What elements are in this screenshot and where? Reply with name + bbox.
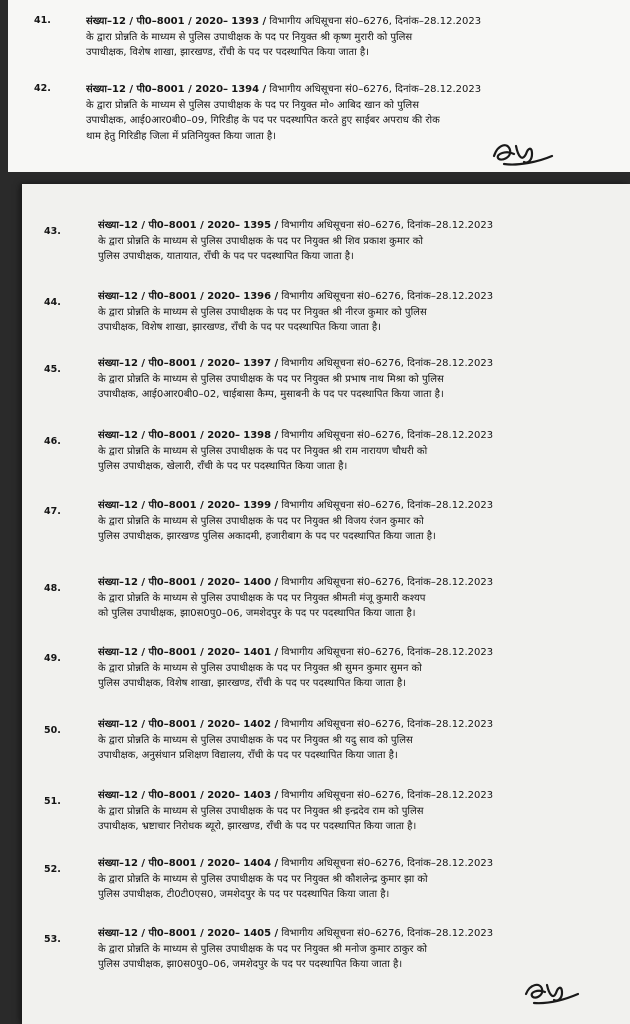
entry-line: उपाधीक्षक, आई0आर0बी0–02, चाईबासा कैम्प, मुसाबनी के पद पर पदस्थापित किया जाता है।: [98, 389, 444, 400]
memo-number: संख्या–12 / पी0–8001 / 2020–: [98, 220, 241, 231]
entry-line: के द्वारा प्रोन्नति के माध्यम से पुलिस उपाधीक्षक के पद पर नियुक्त श्री कृष्ण मुरारी को पुलिस: [86, 31, 413, 43]
document-page-1: [8, 0, 630, 172]
entry-line: के द्वारा प्रोन्नति के माध्यम से पुलिस उपाधीक्षक के पद पर नियुक्त श्री विजय रंजन कुमार को: [98, 515, 424, 527]
entry-line: को पुलिस उपाधीक्षक, झा0स0पु0–06, जमशेदपुर के पद पर पदस्थापित किया जाता है।: [98, 608, 416, 619]
entry-line: थाम हेतु गिरिडीह जिला में प्रतिनियुक्त किया जाता है।: [86, 130, 276, 142]
entry-line: के द्वारा प्रोन्नति के माध्यम से पुलिस उपाधीक्षक के पद पर नियुक्त श्री प्रभाष नाथ मिश्रा को पुलिस: [98, 373, 444, 385]
order-number: 1404 /: [243, 858, 279, 869]
entry-line: के द्वारा प्रोन्नति के माध्यम से पुलिस उपाधीक्षक के पद पर नियुक्त श्री कौशलेन्द्र कुमार झा को: [98, 873, 428, 885]
notification-ref: विभागीय अधिसूचना सं0–6276, दिनांक–28.12.2023: [281, 790, 494, 801]
order-number: 1394 /: [231, 84, 267, 95]
entry-line: के द्वारा प्रोन्नति के माध्यम से पुलिस उपाधीक्षक के पद पर नियुक्त श्री सुमन कुमार सुमन को: [98, 662, 422, 674]
entry-text: [98, 356, 582, 403]
entry-line: के द्वारा प्रोन्नति के माध्यम से पुलिस उपाधीक्षक के पद पर नियुक्त श्रीमती मंजू कुमारी कश्यप: [98, 592, 426, 604]
entry-header-line: [86, 14, 566, 30]
entry-number: 43.: [44, 226, 61, 237]
notification-ref: विभागीय अधिसूचना सं0–6276, दिनांक–28.12.2023: [281, 858, 494, 869]
memo-number: संख्या–12 / पी0–8001 / 2020–: [86, 16, 229, 27]
order-number: 1400 /: [243, 577, 279, 588]
order-number: 1397 /: [243, 358, 279, 369]
entry-number: 45.: [44, 364, 61, 375]
entry-number: 44.: [44, 297, 61, 308]
memo-number: संख्या–12 / पी0–8001 / 2020–: [98, 790, 241, 801]
entry-line: के द्वारा प्रोन्नति के माध्यम से पुलिस उपाधीक्षक के पद पर नियुक्त श्री यदु साव को पुलिस: [98, 734, 413, 746]
entry-line: के द्वारा प्रोन्नति के माध्यम से पुलिस उपाधीक्षक के पद पर नियुक्त श्री शिव प्रकाश कुमार को: [98, 235, 423, 247]
entry-text: [98, 289, 582, 336]
entry-header-line: [98, 926, 582, 942]
entry-text: [98, 498, 582, 545]
notification-ref: विभागीय अधिसूचना सं0–6276, दिनांक–28.12.2023: [281, 430, 494, 441]
memo-number: संख्या–12 / पी0–8001 / 2020–: [98, 291, 241, 302]
memo-number: संख्या–12 / पी0–8001 / 2020–: [86, 84, 229, 95]
entry-text: [98, 645, 582, 692]
signature-image: [488, 136, 558, 172]
entry-line: के द्वारा प्रोन्नति के माध्यम से पुलिस उपाधीक्षक के पद पर नियुक्त श्री इन्द्रदेव राम को पुलिस: [98, 805, 424, 817]
order-number: 1403 /: [243, 790, 279, 801]
notification-ref: विभागीय अधिसूचना सं0–6276, दिनांक–28.12.2023: [281, 291, 494, 302]
entry-text: [98, 856, 582, 903]
notification-ref: विभागीय अधिसूचना सं0–6276, दिनांक–28.12.2023: [281, 500, 494, 511]
entry-header-line: [98, 717, 582, 733]
entry-header-line: [98, 645, 582, 661]
memo-number: संख्या–12 / पी0–8001 / 2020–: [98, 577, 241, 588]
entry-number: 49.: [44, 653, 61, 664]
entry-text: [98, 717, 582, 764]
order-number: 1393 /: [231, 16, 267, 27]
entry-line: उपाधीक्षक, अनुसंधान प्रशिक्षण विद्यालय, राँची के पद पर पदस्थापित किया जाता है।: [98, 750, 398, 761]
entry-number: 51.: [44, 796, 61, 807]
notification-ref: विभागीय अधिसूचना सं0–6276, दिनांक–28.12.2023: [281, 220, 494, 231]
entry-header-line: [98, 575, 582, 591]
entry-line: पुलिस उपाधीक्षक, झा0स0पु0–06, जमशेदपुर के पद पर पदस्थापित किया जाता है।: [98, 959, 403, 970]
notification-ref: विभागीय अधिसूचना सं0–6276, दिनांक–28.12.2023: [281, 928, 494, 939]
signature-image: [522, 976, 582, 1010]
notification-ref: विभागीय अधिसूचना सं0–6276, दिनांक–28.12.2023: [281, 358, 494, 369]
entry-line: उपाधीक्षक, आई0आर0बी0–09, गिरिडीह के पद पर पदस्थापित करते हुए साईबर अपराध की रोक: [86, 115, 440, 126]
entry-header-line: [98, 428, 582, 444]
memo-number: संख्या–12 / पी0–8001 / 2020–: [98, 500, 241, 511]
memo-number: संख्या–12 / पी0–8001 / 2020–: [98, 928, 241, 939]
entry-line: के द्वारा प्रोन्नति के माध्यम से पुलिस उपाधीक्षक के पद पर नियुक्त श्री नीरज कुमार को पुलिस: [98, 306, 427, 318]
entry-text: [86, 82, 566, 144]
order-number: 1395 /: [243, 220, 279, 231]
entry-line: उपाधीक्षक, विशेष शाखा, झारखण्ड, राँची के पद पर पदस्थापित किया जाता है।: [98, 322, 382, 333]
entry-number: 52.: [44, 864, 61, 875]
document-page-2: [22, 184, 630, 1024]
entry-header-line: [98, 498, 582, 514]
notification-ref: विभागीय अधिसूचना सं0–6276, दिनांक–28.12.2023: [281, 719, 494, 730]
notification-ref: विभागीय अधिसूचना सं0–6276, दिनांक–28.12.2023: [269, 16, 482, 27]
entry-line: पुलिस उपाधीक्षक, विशेष शाखा, झारखण्ड, राँची के पद पर पदस्थापित किया जाता है।: [98, 678, 406, 689]
entry-number: 41.: [34, 15, 51, 26]
order-number: 1401 /: [243, 647, 279, 658]
entry-line: पुलिस उपाधीक्षक, खेलारी, राँची के पद पर पदस्थापित किया जाता है।: [98, 461, 348, 472]
entry-line: उपाधीक्षक, विशेष शाखा, झारखण्ड, राँची के पद पर पदस्थापित किया जाता है।: [86, 47, 370, 58]
notification-ref: विभागीय अधिसूचना सं0–6276, दिनांक–28.12.2023: [281, 647, 494, 658]
entry-line: उपाधीक्षक, भ्रष्टाचार निरोधक ब्यूरो, झारखण्ड, राँची के पद पर पदस्थापित किया जाता है।: [98, 821, 417, 832]
entry-line: पुलिस उपाधीक्षक, झारखण्ड पुलिस अकादमी, हजारीबाग के पद पर पदस्थापित किया जाता है।: [98, 531, 436, 542]
order-number: 1405 /: [243, 928, 279, 939]
entry-text: [98, 788, 582, 835]
entry-header-line: [98, 218, 582, 234]
entry-line: के द्वारा प्रोन्नति के माध्यम से पुलिस उपाधीक्षक के पद पर नियुक्त श्री मनोज कुमार ठाकुर को: [98, 943, 427, 955]
entry-header-line: [98, 289, 582, 305]
entry-line: पुलिस उपाधीक्षक, यातायात, राँची के पद पर पदस्थापित किया जाता है।: [98, 251, 354, 262]
entry-number: 53.: [44, 934, 61, 945]
entry-text: [98, 575, 582, 622]
order-number: 1399 /: [243, 500, 279, 511]
order-number: 1402 /: [243, 719, 279, 730]
entry-number: 42.: [34, 83, 51, 94]
entry-line: के द्वारा प्रोन्नति के माध्यम से पुलिस उपाधीक्षक के पद पर नियुक्त मो० आबिद खान को पुलिस: [86, 99, 419, 111]
entry-line: पुलिस उपाधीक्षक, टी0टी0एस0, जमशेदपुर के पद पर पदस्थापित किया जाता है।: [98, 889, 390, 900]
entry-number: 46.: [44, 436, 61, 447]
entry-header-line: [86, 82, 566, 98]
entry-header-line: [98, 356, 582, 372]
order-number: 1398 /: [243, 430, 279, 441]
entry-text: [98, 926, 582, 973]
entry-number: 50.: [44, 725, 61, 736]
entry-text: [98, 428, 582, 475]
entry-text: [98, 218, 582, 265]
entry-text: [86, 14, 566, 61]
notification-ref: विभागीय अधिसूचना सं0–6276, दिनांक–28.12.2023: [269, 84, 482, 95]
memo-number: संख्या–12 / पी0–8001 / 2020–: [98, 858, 241, 869]
entry-number: 47.: [44, 506, 61, 517]
entry-number: 48.: [44, 583, 61, 594]
entry-header-line: [98, 788, 582, 804]
memo-number: संख्या–12 / पी0–8001 / 2020–: [98, 647, 241, 658]
entry-header-line: [98, 856, 582, 872]
memo-number: संख्या–12 / पी0–8001 / 2020–: [98, 719, 241, 730]
order-number: 1396 /: [243, 291, 279, 302]
entry-line: के द्वारा प्रोन्नति के माध्यम से पुलिस उपाधीक्षक के पद पर नियुक्त श्री राम नारायण चौधरी को: [98, 445, 428, 457]
memo-number: संख्या–12 / पी0–8001 / 2020–: [98, 358, 241, 369]
memo-number: संख्या–12 / पी0–8001 / 2020–: [98, 430, 241, 441]
notification-ref: विभागीय अधिसूचना सं0–6276, दिनांक–28.12.2023: [281, 577, 494, 588]
